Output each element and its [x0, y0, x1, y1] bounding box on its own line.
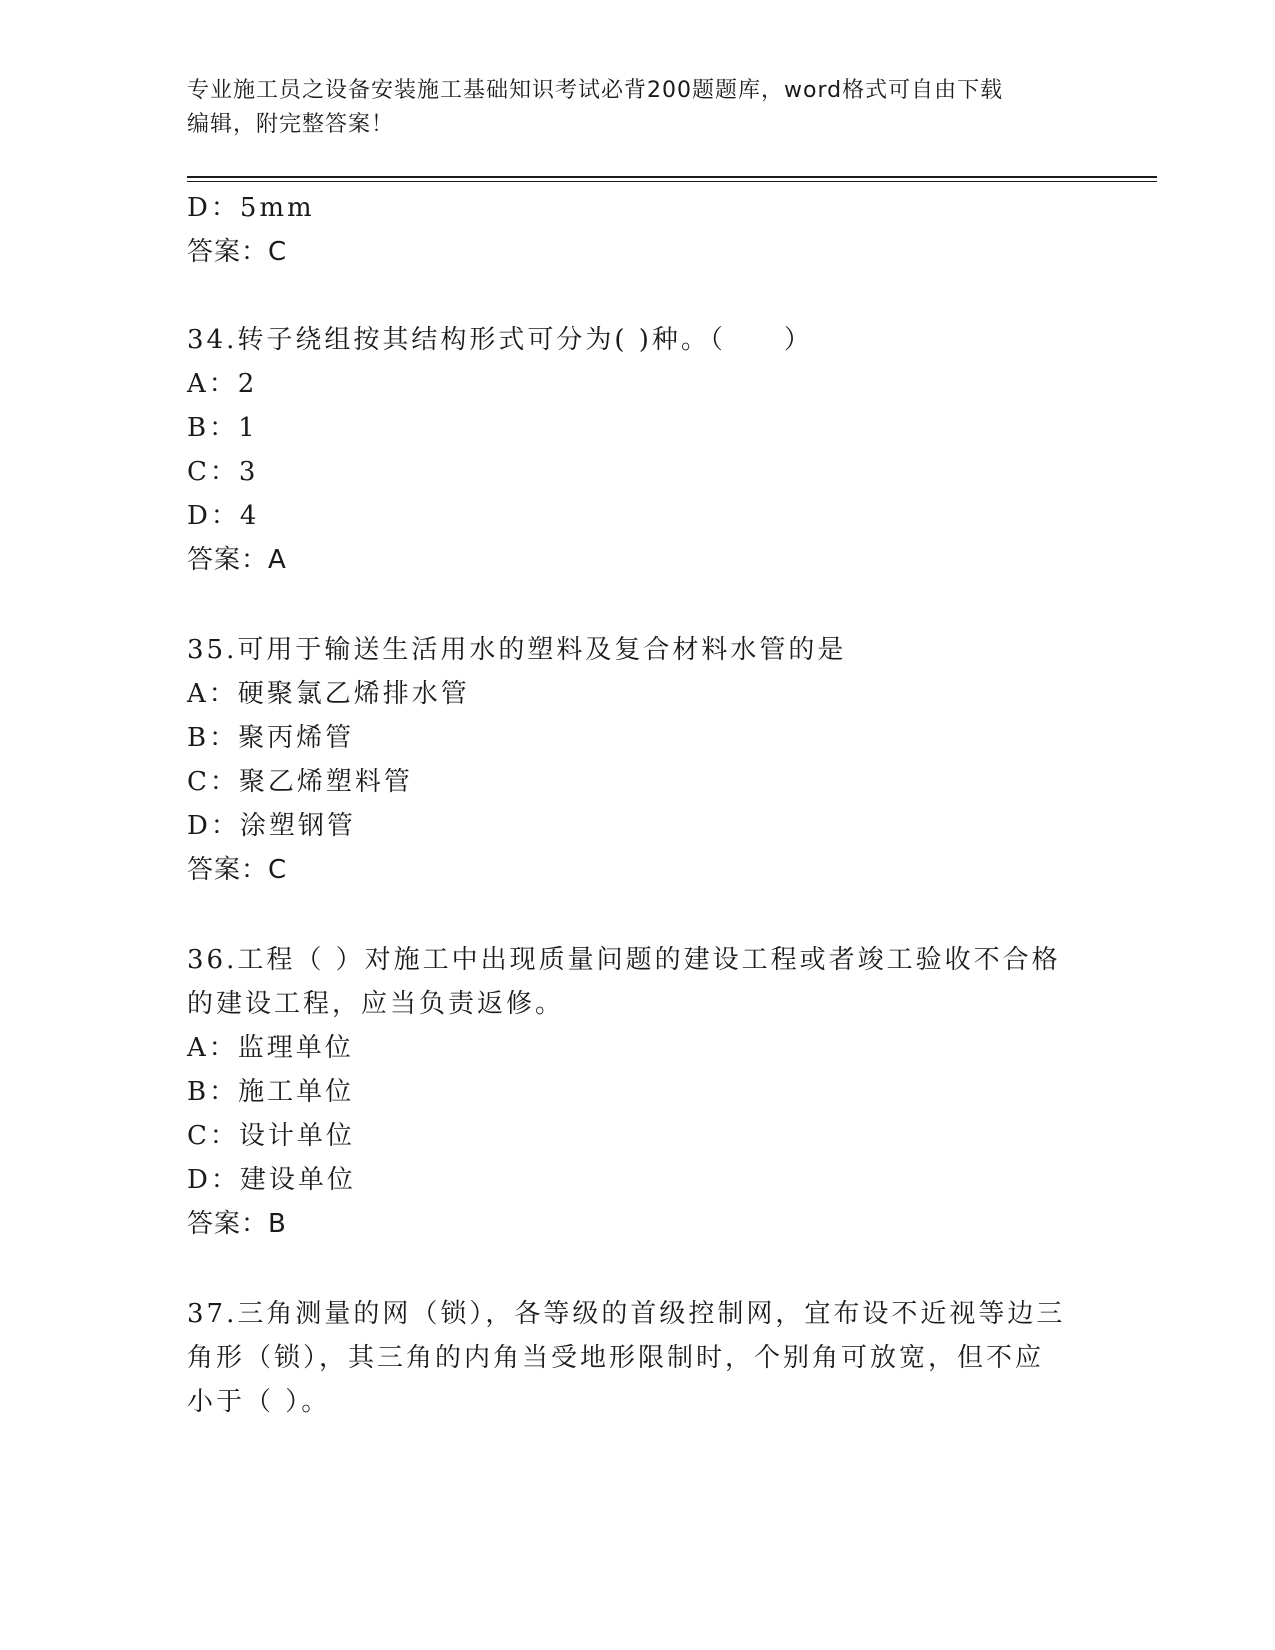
q37-stem-line-2: 角形（锁），其三角的内角当受地形限制时，个别角可放宽，但不应 [187, 1343, 1045, 1373]
q34-option-c: C：3 [187, 457, 259, 487]
header-rule-thick [187, 176, 1157, 178]
q33-answer: 答案：C [187, 237, 288, 267]
q33-option-d: D：5mm [187, 193, 315, 223]
q35-option-d: D：涂塑钢管 [187, 811, 356, 841]
q36-stem-line-1: 36.工程（ ）对施工中出现质量问题的建设工程或者竣工验收不合格 [187, 945, 1061, 975]
document-header [187, 74, 1077, 142]
q36-answer: 答案：B [187, 1209, 287, 1239]
q36-option-c: C：设计单位 [187, 1121, 355, 1151]
q37-stem-line-1: 37.三角测量的网（锁），各等级的首级控制网，宜布设不近视等边三 [187, 1299, 1066, 1329]
q35-option-a: A：硬聚氯乙烯排水管 [187, 679, 470, 709]
q34-stem: 34.转子绕组按其结构形式可分为( )种。（ ） [187, 325, 813, 355]
q36-option-b: B：施工单位 [187, 1077, 355, 1107]
q35-stem: 35.可用于输送生活用水的塑料及复合材料水管的是 [187, 635, 847, 665]
q35-option-b: B：聚丙烯管 [187, 723, 355, 753]
q34-answer: 答案：A [187, 545, 287, 575]
q34-option-d: D：4 [187, 501, 260, 531]
q35-answer: 答案：C [187, 855, 288, 885]
header-title-line-1: 专业施工员之设备安装施工基础知识考试必背200题题库，word格式可自由下载 [187, 78, 1004, 103]
header-rule-thin [187, 181, 1157, 182]
q35-option-c: C：聚乙烯塑料管 [187, 767, 413, 797]
q34-option-a: A：2 [187, 369, 258, 399]
q36-option-d: D：建设单位 [187, 1165, 356, 1195]
q36-stem-line-2: 的建设工程，应当负责返修。 [187, 989, 565, 1019]
header-title-line-2: 编辑，附完整答案！ [187, 112, 395, 137]
q37-stem-line-3: 小于（ ）。 [187, 1387, 331, 1417]
q36-option-a: A：监理单位 [187, 1033, 354, 1063]
q34-option-b: B：1 [187, 413, 258, 443]
